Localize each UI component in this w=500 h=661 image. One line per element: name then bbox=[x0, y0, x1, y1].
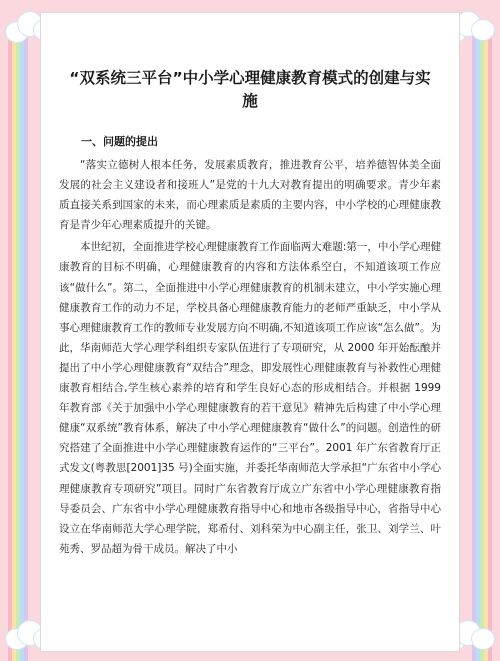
rainbow-border-right bbox=[470, 28, 492, 661]
section-heading: 一、问题的提出 bbox=[81, 135, 158, 148]
rainbow-border-left bbox=[8, 28, 30, 661]
document-page bbox=[40, 12, 460, 652]
paragraph-1: “落实立德树人根本任务，发展素质教育，推进教育公平，培养德智体美全面发展的社会主义建设者和接班人”是党的十九大对教育提出的明确要求。青少年素质直接关系到国家的未来，而心理素质是素质的主要内容，中小学校的心理健康教育是青少年心理素质提升的关键。 bbox=[59, 159, 441, 232]
paragraph-2: 本世纪初，全面推进学校心理健康教育工作面临两大难题:第一，中小学心理健康教育的目标不明确，心理健康教育的内容和方法体系空白，不知道该项工作应该“做什么”。第二，全面推进中小学心理健康教育的机制未建立，中小学实施心理健康教育工作的动力不足，学校具备心理健康教育能力的老师严重缺乏，中小学从事心理健康教育工作的教师专业发展方向不明确,不知道该项工作应该“怎么做”。为此，华南师范大学心理学科组织专家队伍进行了专项研究，从 2000 年开始酝酿并提出了中小学心理健康教育“双结合”理念，即发展性心理健康教育与补救性心理健康教育相结合,学生核心素养的培育和学生良好心态的形成相结合。并根据 1999 年教育部《关于加强中小学心理健康教育的若干意见》精神先后构建了中小学心理健康“双系统”教育体系，解决了中小学心理健康教育“做什么”的问题。创造性的研究搭建了全面推进中小学心理健康教育运作的“三平台”。2001 年广东省教育厅正式发文(粤教思[2001]35 号)全面实施，并委托华南师范大学承担“广东省中小学心理健康教育专项研究”项目。同时广东省教育厅成立广东省中小学心理健康教育指导委员会、广东省中小学心理健康教育指导中心和地市各级指导中心，省指导中心设立在华南师范大学心理学院，郑希付、刘科荣为中心副主任，张卫、刘学兰、叶苑秀、罗品超为骨干成员。解决了中小 bbox=[59, 241, 441, 555]
document-title: “双系统三平台”中小学心理健康教育模式的创建与实施 bbox=[69, 69, 431, 110]
